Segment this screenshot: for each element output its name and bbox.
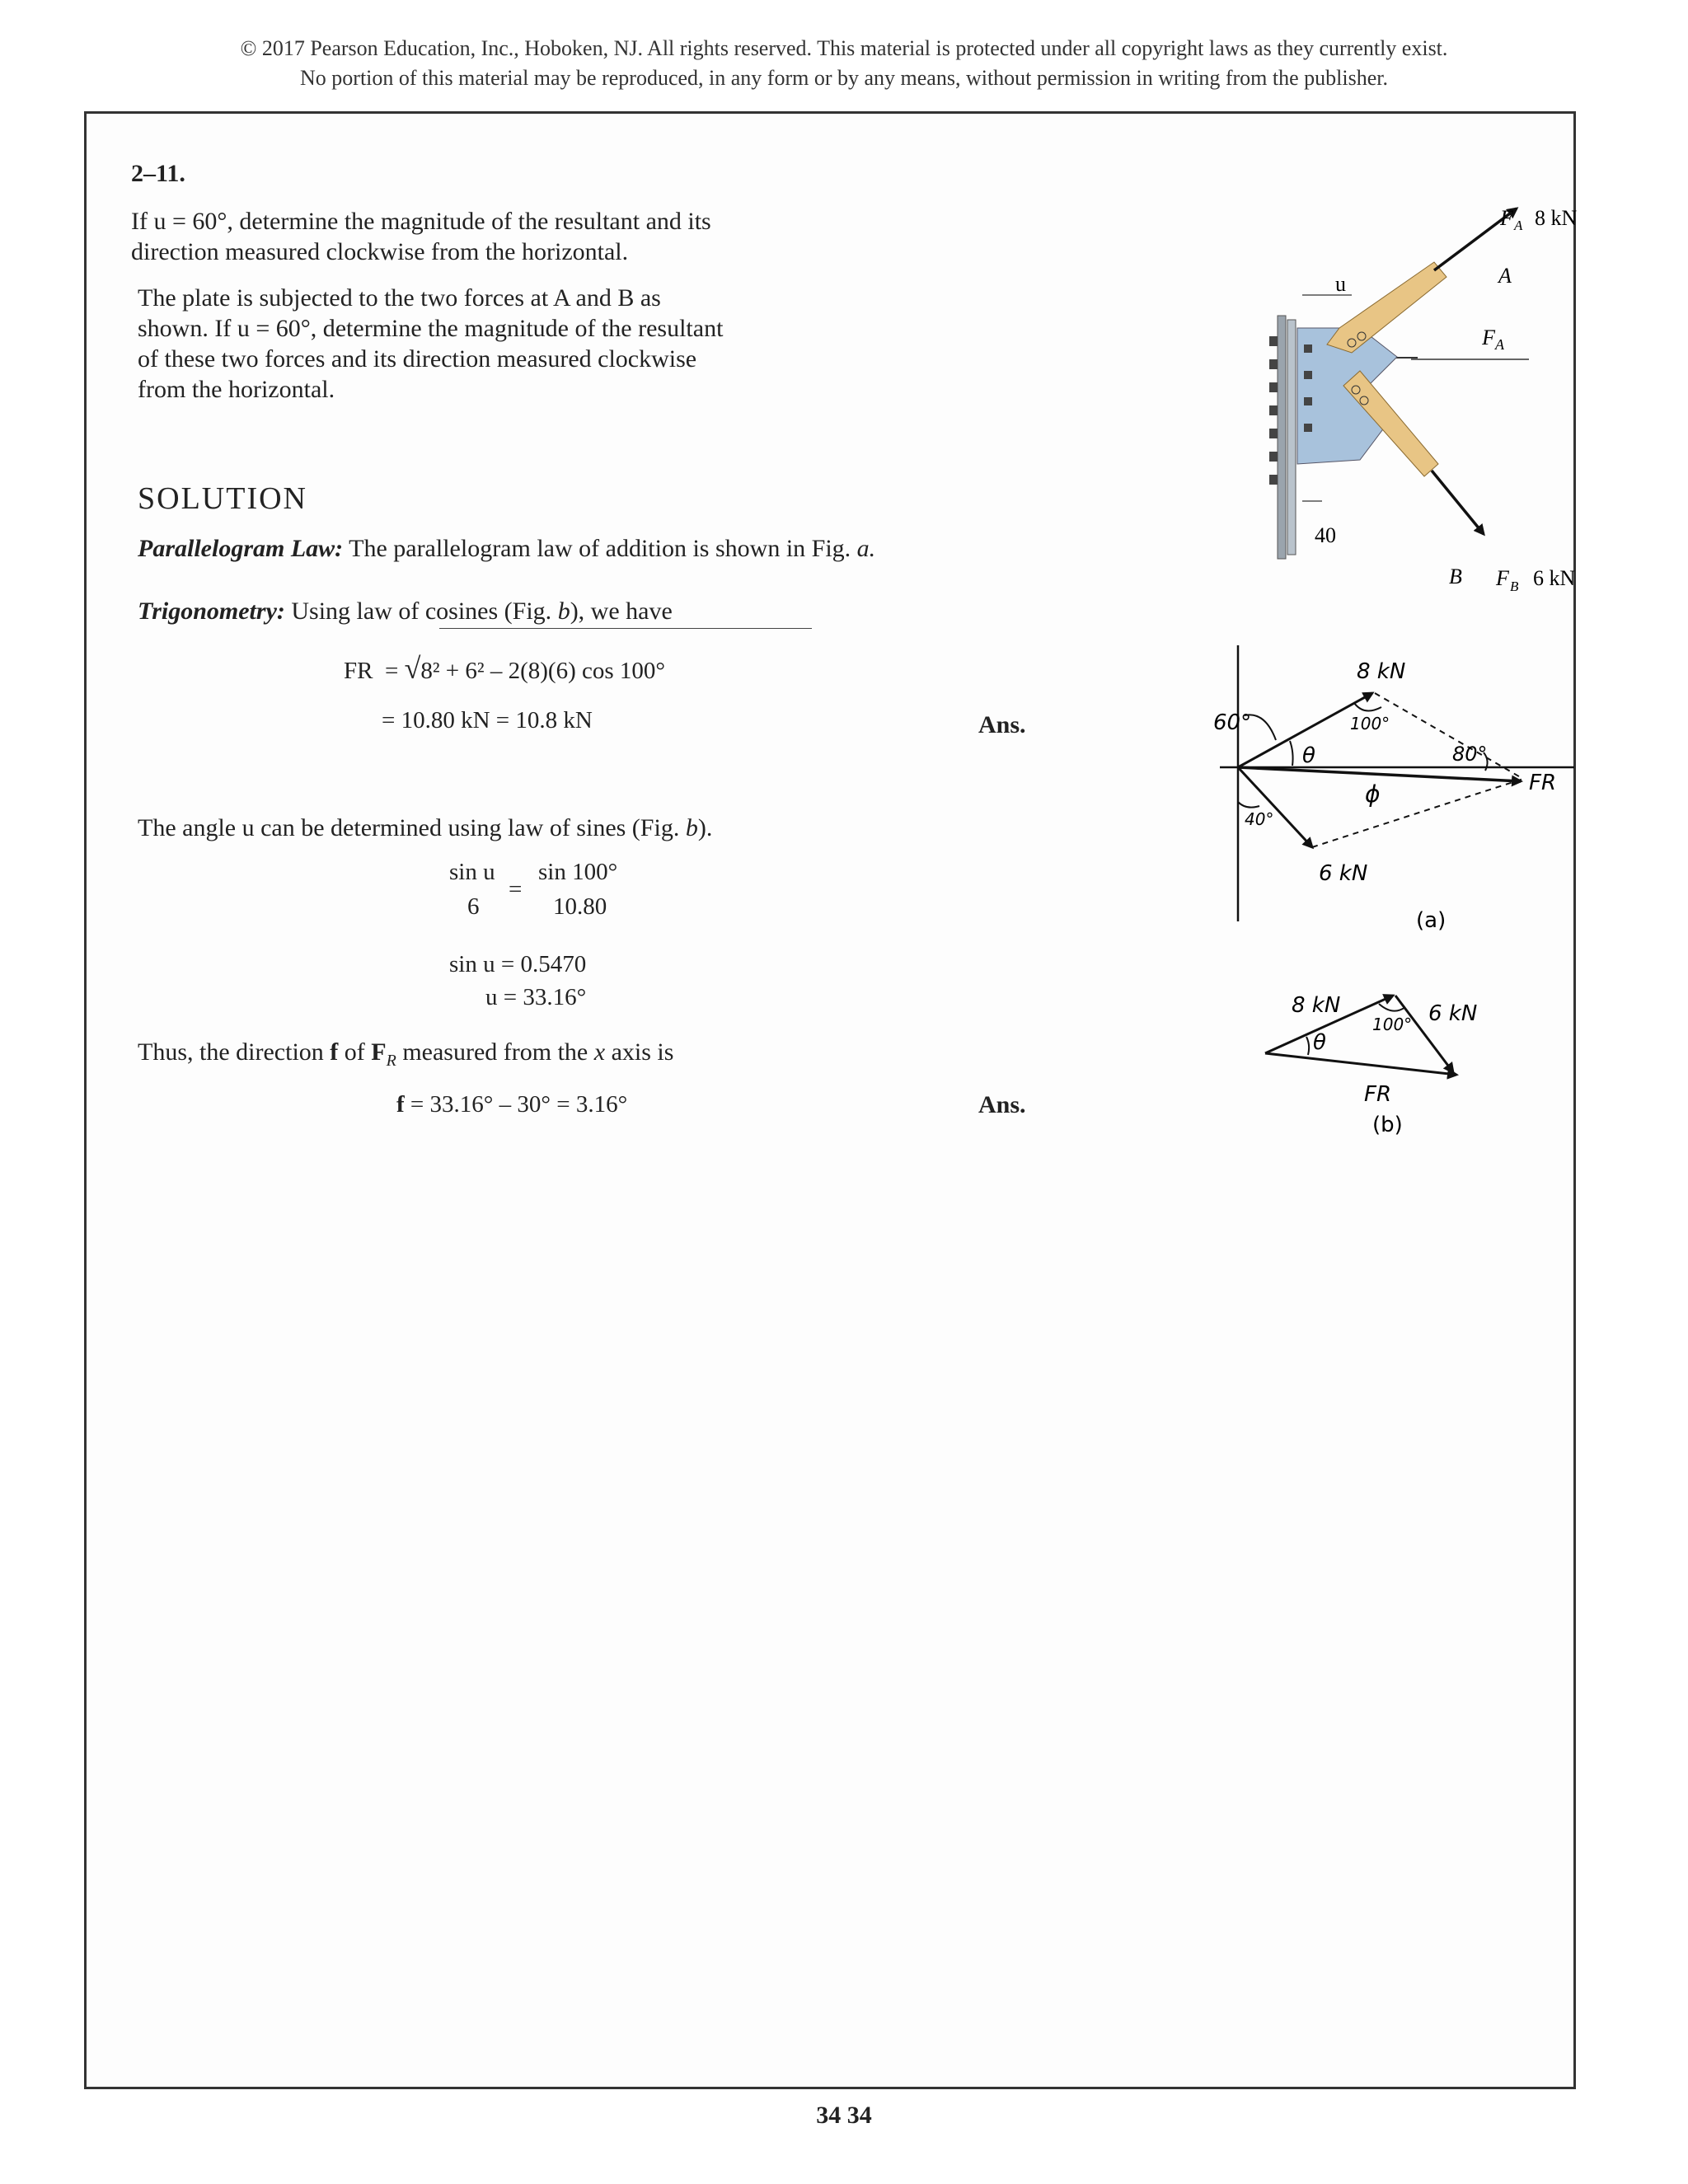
trig-text: Using law of cosines (Fig. bbox=[284, 598, 558, 625]
copyright-line-2: No portion of this material may be reproduced, in any form or by any means, without permission in writing from the publisher. bbox=[300, 66, 1388, 90]
fig-a-60-label: 60° bbox=[1213, 710, 1252, 735]
trigonometry-line bbox=[138, 596, 673, 626]
fig-main-fb-name: F bbox=[1496, 566, 1509, 590]
fig-a-80-label: 80° bbox=[1452, 743, 1488, 766]
solution-heading: SOLUTION bbox=[138, 481, 307, 516]
bolt-column-icon bbox=[1269, 336, 1278, 485]
phi-equation-text: = 33.16° – 30° = 3.16° bbox=[404, 1091, 628, 1118]
sin-denominator-left: 6 bbox=[467, 893, 480, 920]
fig-main-fb-value: 6 kN bbox=[1533, 566, 1576, 590]
sin-result: sin u = 0.5470 bbox=[449, 951, 587, 977]
page-number: 34 34 bbox=[816, 2102, 872, 2129]
fig-main-fa-value: 8 kN bbox=[1535, 206, 1578, 230]
fig-a-100-label: 100° bbox=[1350, 714, 1390, 733]
phi-equation bbox=[396, 1091, 627, 1118]
parallelogram-text: The parallelogram law of addition is shown in Fig. bbox=[343, 535, 851, 562]
equation-result: = 10.80 kN = 10.8 kN bbox=[382, 707, 593, 733]
sqrt-icon: √ bbox=[404, 652, 421, 685]
direction-text-b: of bbox=[338, 1038, 372, 1066]
sin-numerator-left: sin u bbox=[449, 859, 495, 885]
fig-a-caption: (a) bbox=[1416, 908, 1447, 933]
parallelogram-fig-ref: a. bbox=[851, 535, 876, 562]
fig-a-fr-vector bbox=[1238, 767, 1521, 781]
angle-fig-ref: b bbox=[679, 814, 698, 841]
problem-statement-line-2: direction measured clockwise from the horizontal. bbox=[131, 238, 629, 265]
fig-main-fb-sub: B bbox=[1510, 579, 1519, 594]
angle-law-of-sines-line bbox=[138, 813, 712, 843]
fig-a-fr-label: FR bbox=[1529, 771, 1557, 795]
fig-b-fr-vector bbox=[1265, 1053, 1456, 1075]
fig-main-u-label: u bbox=[1335, 272, 1346, 296]
force-fb-arrow bbox=[1432, 471, 1484, 534]
trig-end: ), we have bbox=[570, 598, 673, 625]
problem-desc-line-1: The plate is subjected to the two forces at A and B as bbox=[138, 284, 661, 312]
trig-fig-ref: b bbox=[557, 598, 570, 625]
copyright-line-1: © 2017 Pearson Education, Inc., Hoboken, NJ. All rights reserved. This material is protected under all copyright laws as they currently exist. bbox=[240, 36, 1448, 60]
fig-a-40-label: 40° bbox=[1245, 809, 1274, 829]
angle-end: ). bbox=[697, 814, 713, 841]
direction-text-d: axis is bbox=[605, 1038, 674, 1066]
direction-line bbox=[138, 1037, 673, 1076]
fig-a-dashed-side-2 bbox=[1312, 779, 1523, 847]
direction-text-c: measured from the bbox=[396, 1038, 594, 1066]
equation-law-of-cosines bbox=[344, 651, 665, 686]
parallelogram-label: Parallelogram Law: bbox=[138, 535, 344, 562]
fig-main-40-label: 40 bbox=[1315, 523, 1336, 547]
answer-label-1: Ans. bbox=[978, 711, 1026, 738]
figure-a-parallelogram bbox=[1195, 637, 1591, 950]
figure-b-triangle bbox=[1240, 963, 1587, 1136]
parallelogram-law-line bbox=[138, 533, 875, 564]
fig-main-fa-sub: A bbox=[1514, 218, 1523, 233]
fig-b-8kn-label: 8 kN bbox=[1292, 993, 1341, 1018]
trig-underline bbox=[439, 628, 812, 629]
problem-desc-line-4: from the horizontal. bbox=[138, 376, 335, 403]
phi-symbol: f bbox=[396, 1091, 405, 1118]
eq1-lhs: FR bbox=[344, 658, 373, 684]
problem-desc-line-2: shown. If u = 60°, determine the magnitude of the resultant bbox=[138, 315, 724, 342]
problem-statement-line-1: If u = 60°, determine the magnitude of the resultant and its bbox=[131, 208, 711, 235]
direction-fr-subscript: R bbox=[386, 1052, 396, 1070]
eq1-equals: = bbox=[384, 658, 405, 684]
answer-label-2: Ans. bbox=[978, 1091, 1026, 1118]
direction-text-a: Thus, the direction bbox=[138, 1038, 331, 1066]
fig-main-fa-name: F bbox=[1500, 206, 1513, 230]
wall-support bbox=[1278, 316, 1286, 559]
direction-fr-symbol: F bbox=[371, 1038, 387, 1066]
trig-label: Trigonometry: bbox=[138, 598, 285, 625]
fig-b-theta-label: θ bbox=[1313, 1030, 1326, 1055]
fig-b-100-label: 100° bbox=[1372, 1015, 1413, 1034]
fig-a-8kn-label: 8 kN bbox=[1357, 659, 1406, 684]
fig-b-6kn-label: 6 kN bbox=[1428, 1001, 1478, 1026]
fig-a-dashed-side-1 bbox=[1375, 693, 1523, 779]
fig-main-a-label: A bbox=[1498, 264, 1512, 288]
direction-phi-symbol: f bbox=[330, 1038, 339, 1066]
fig-main-b-label: B bbox=[1449, 565, 1462, 588]
fig-main-fa-label: $F_A$ bbox=[1482, 326, 1504, 353]
angle-text: The angle u can be determined using law of sines (Fig. bbox=[138, 814, 680, 841]
fig-b-caption: (b) bbox=[1372, 1113, 1403, 1137]
sin-numerator-right: sin 100° bbox=[538, 859, 618, 885]
sin-equals: = bbox=[509, 876, 523, 902]
sin-denominator-right: 10.80 bbox=[553, 893, 607, 920]
direction-x-axis: x bbox=[593, 1038, 606, 1066]
problem-number: 2–11. bbox=[131, 160, 185, 187]
fig-b-fr-label: FR bbox=[1364, 1082, 1392, 1107]
page-frame bbox=[84, 111, 1576, 2089]
plate-force-figure bbox=[1236, 180, 1578, 641]
fig-a-phi-label: ϕ bbox=[1365, 780, 1381, 808]
problem-desc-line-3: of these two forces and its direction measured clockwise bbox=[138, 345, 697, 373]
u-result: u = 33.16° bbox=[485, 984, 587, 1010]
fig-a-6kn-label: 6 kN bbox=[1319, 861, 1368, 886]
fig-a-theta-label: θ bbox=[1302, 743, 1315, 768]
eq1-rhs: 8² + 6² – 2(8)(6) cos 100° bbox=[420, 658, 665, 684]
